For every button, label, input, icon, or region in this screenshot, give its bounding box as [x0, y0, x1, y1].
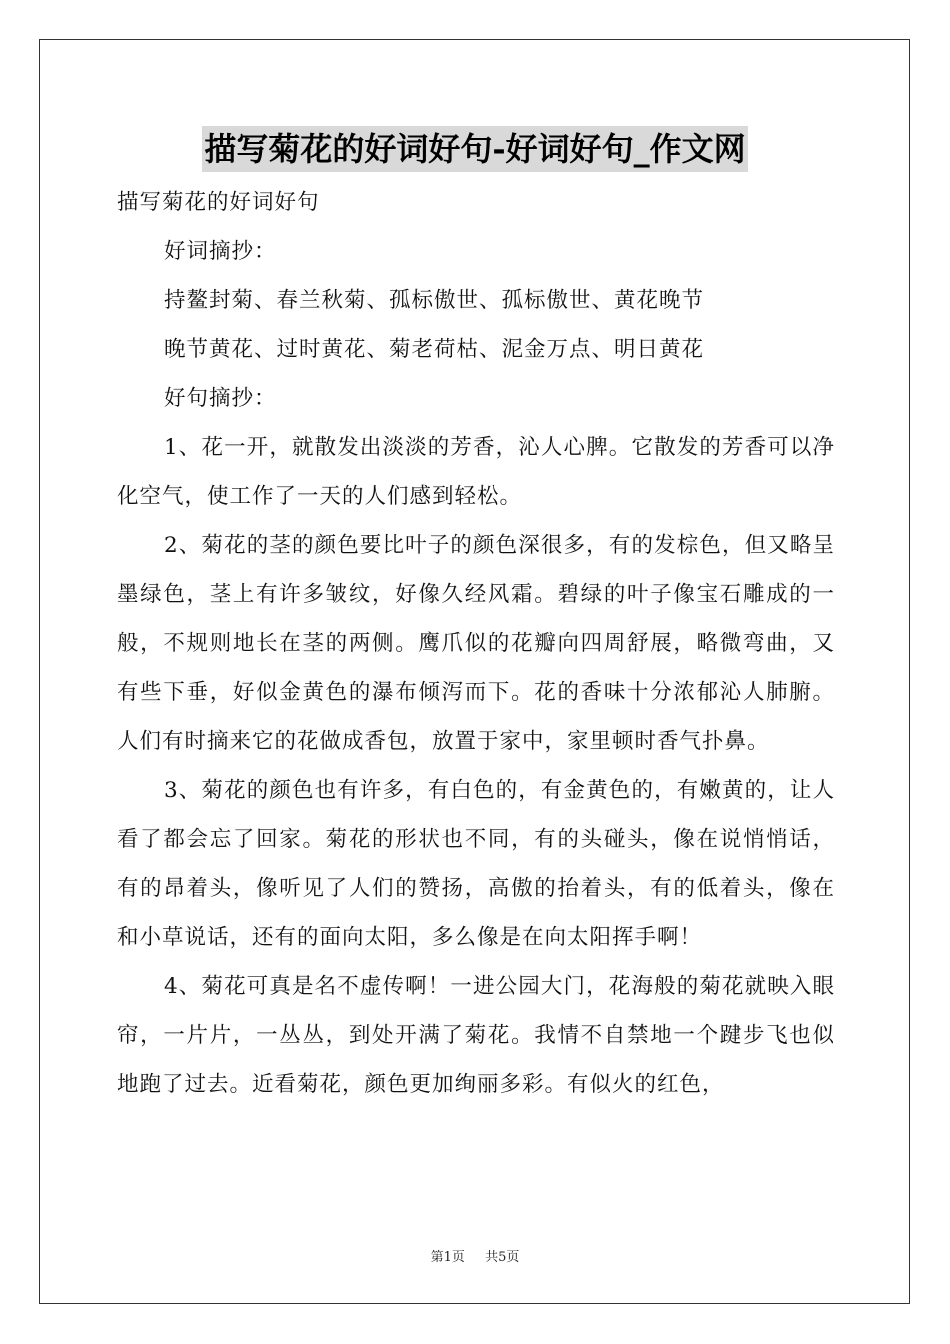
sentences-heading: 好句摘抄： [164, 386, 277, 411]
document-title: 描写菊花的好词好句-好词好句_作文网 [202, 126, 747, 172]
page-total: 共5页 [485, 1250, 520, 1265]
sentence-paragraph-4: 4、菊花可真是名不虚传啊！一进公园大门，花海般的菊花就映入眼帘，一片片，一丛丛，到处开满了菊花。我情不自禁地一个踺步飞也似地跑了过去。近看菊花，颜色更加绚丽多彩。有似火的红色， [117, 974, 835, 1097]
sentence-paragraph-3: 3、菊花的颜色也有许多，有白色的，有金黄色的，有嫩黄的，让人看了都会忘了回家。菊花的形状也不同，有的头碰头，像在说悄悄话，有的昂着头，像听见了人们的赞扬，高傲的抬着头，有的低着头，像在和小草说话，还有的面向太阳，多么像是在向太阳挥手啊！ [117, 778, 835, 950]
subtitle: 描写菊花的好词好句 [117, 190, 320, 215]
title-container [0, 126, 950, 172]
page-current: 第1页 [430, 1250, 465, 1265]
words-line-2: 晚节黄花、过时黄花、菊老荷枯、泥金万点、明日黄花 [164, 337, 705, 362]
document-body [117, 178, 835, 1109]
sentence-paragraph-1: 1、花一开，就散发出淡淡的芳香，沁人心脾。它散发的芳香可以净化空气，使工作了一天的人们感到轻松。 [117, 435, 835, 509]
words-line-1: 持鳌封菊、春兰秋菊、孤标傲世、孤标傲世、黄花晚节 [164, 288, 705, 313]
words-heading: 好词摘抄： [164, 239, 277, 264]
page-footer [0, 1246, 950, 1265]
sentence-paragraph-2: 2、菊花的茎的颜色要比叶子的颜色深很多，有的发棕色，但又略呈墨绿色，茎上有许多皱纹，好像久经风霜。碧绿的叶子像宝石雕成的一般，不规则地长在茎的两侧。鹰爪似的花瓣向四周舒展，略微弯曲，又有些下垂，好似金黄色的瀑布倾泻而下。花的香味十分浓郁沁人肺腑。人们有时摘来它的花做成香包，放置于家中，家里顿时香气扑鼻。 [117, 533, 835, 754]
